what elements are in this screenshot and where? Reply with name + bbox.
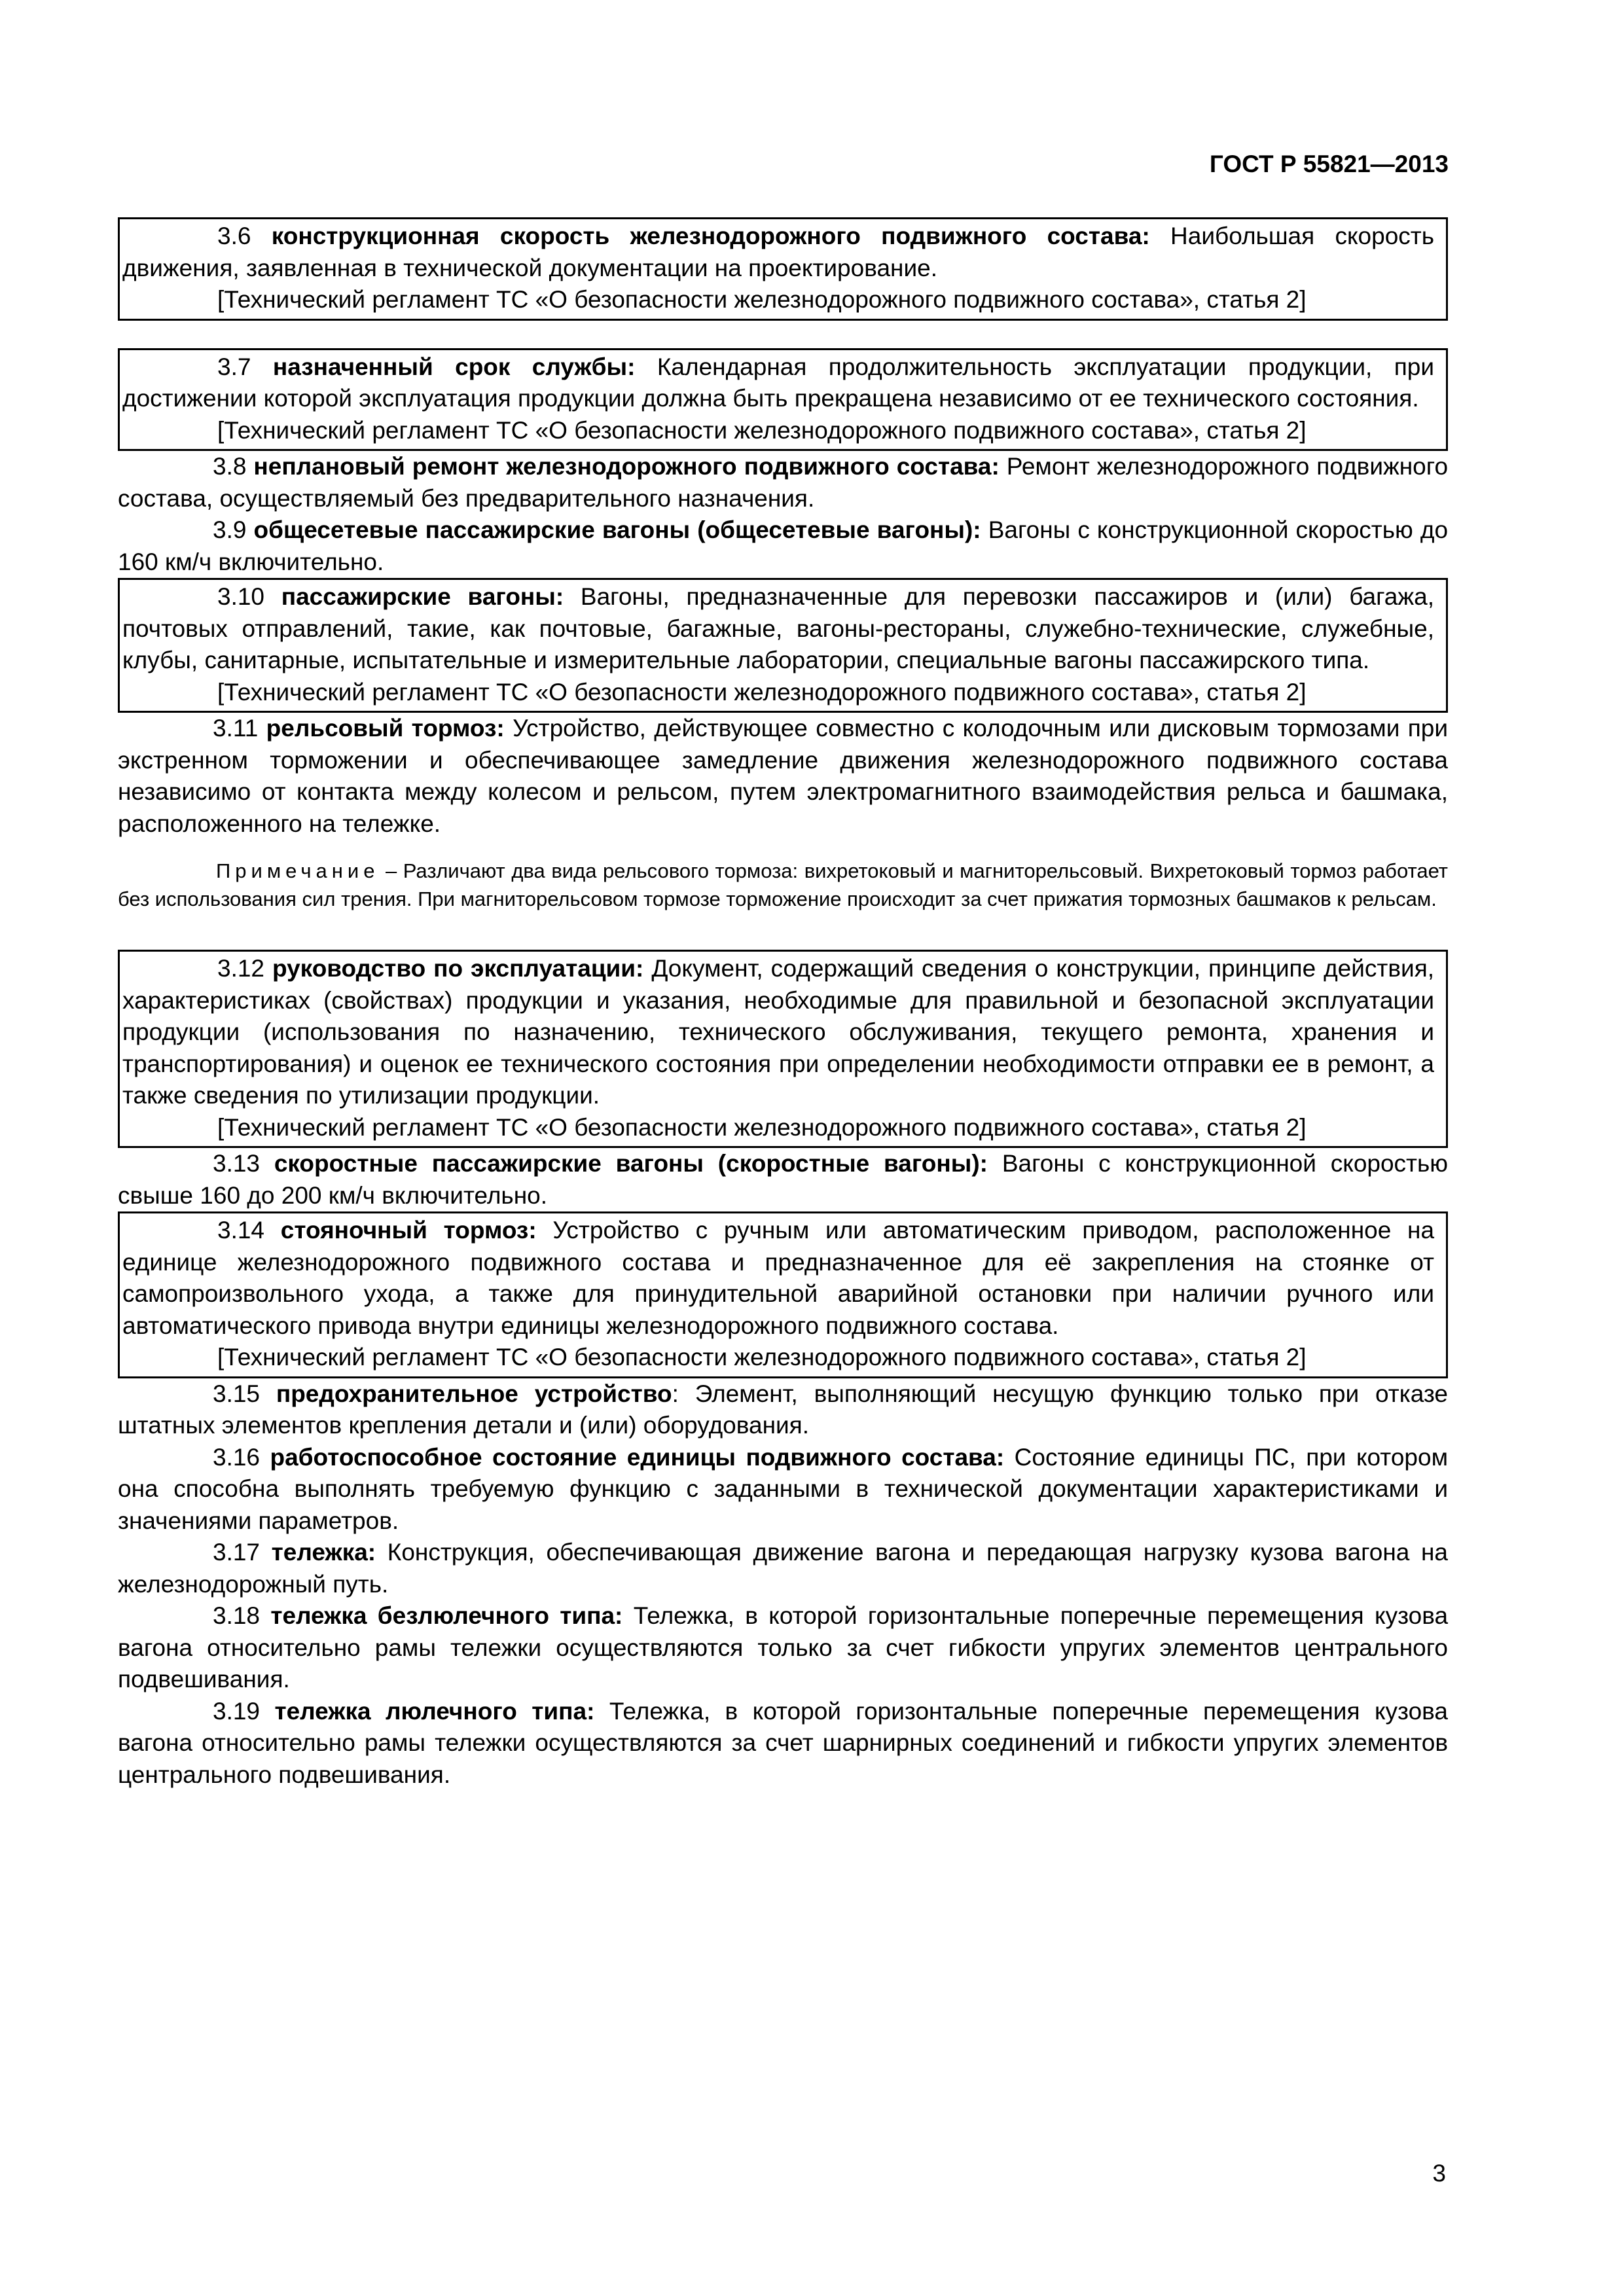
term-title: конструкционная скорость железнодорожного подвижного состава: — [271, 223, 1150, 249]
term-reference: [Технический регламент ТС «О безопасности железнодорожного подвижного состава», статья 2] — [217, 1344, 1307, 1371]
term-number: 3.12 — [217, 955, 265, 982]
term-entry-3-10 — [118, 578, 1448, 713]
term-paragraph — [122, 221, 1434, 284]
term-entry-3-6 — [118, 217, 1448, 321]
term-paragraph — [118, 1378, 1448, 1442]
page-number: 3 — [1432, 2160, 1446, 2187]
term-number: 3.10 — [217, 583, 265, 610]
term-number: 3.17 — [213, 1539, 261, 1566]
note-text: – Различают два вида рельсового тормоза: вихретоковый и магниторельсовый. Вихретоковый тормоз работает без использования сил трения. При магниторельсовом тормозе торможение происходит за счет прижатия тормозных башмаков к рельсам. — [118, 859, 1448, 910]
term-paragraph — [118, 1148, 1448, 1211]
terms-list — [118, 217, 1448, 1791]
term-number: 3.7 — [217, 353, 251, 380]
term-title: тележка люлечного типа: — [274, 1697, 595, 1725]
term-definition: Календарная продолжительность эксплуатации продукции, при достижении которой эксплуатация продукции должна быть прекращена независимо от ее технического состояния. — [122, 353, 1435, 412]
term-definition: Вагоны с конструкционной скоростью до 160 км/ч включительно. — [118, 516, 1449, 575]
term-entry-3-19 — [118, 1696, 1448, 1791]
term-title: предохранительное устройство — [276, 1380, 672, 1407]
term-title: руководство по эксплуатации: — [272, 955, 644, 982]
term-paragraph — [118, 1537, 1448, 1600]
term-title: работоспособное состояние единицы подвижного состава: — [270, 1443, 1005, 1471]
note-block — [118, 857, 1448, 913]
term-title: стояночный тормоз: — [280, 1217, 537, 1244]
term-reference: [Технический регламент ТС «О безопасности железнодорожного подвижного состава», статья 2] — [217, 678, 1307, 706]
term-reference: [Технический регламент ТС «О безопасности железнодорожного подвижного состава», статья 2] — [217, 286, 1307, 313]
note-paragraph — [118, 857, 1448, 913]
term-title: общесетевые пассажирские вагоны (общесетевые вагоны): — [253, 516, 981, 543]
term-reference: [Технический регламент ТС «О безопасности железнодорожного подвижного состава», статья 2] — [217, 416, 1307, 444]
term-title: назначенный срок службы: — [272, 353, 636, 380]
term-number: 3.14 — [217, 1217, 265, 1244]
term-entry-3-18 — [118, 1600, 1448, 1696]
term-title: скоростные пассажирские вагоны (скоростные вагоны): — [274, 1150, 988, 1177]
term-number: 3.16 — [213, 1443, 261, 1471]
term-number: 3.19 — [213, 1697, 261, 1725]
note-label: Примечание — [216, 859, 380, 882]
term-entry-3-7 — [118, 348, 1448, 452]
term-definition: Устройство, действующее совместно с колодочным или дисковым тормозами при экстренном торможении и обеспечивающее замедление движения железнодорожного подвижного состава независимо от контакта между колесом и рельсом, путем электромагнитного взаимодействия рельса и башмака, расположенного на тележке. — [118, 715, 1449, 837]
term-number: 3.13 — [213, 1150, 261, 1177]
term-definition: Тележка, в которой горизонтальные поперечные перемещения кузова вагона относительно рамы тележки осуществляются за счет шарнирных соединений и гибкости упругих элементов центрального подвешивания. — [118, 1697, 1448, 1788]
term-definition: Ремонт железнодорожного подвижного состава, осуществляемый без предварительного назначения. — [118, 453, 1449, 512]
term-entry-3-16 — [118, 1442, 1448, 1537]
term-number: 3.15 — [213, 1380, 261, 1407]
term-paragraph — [118, 1600, 1448, 1696]
term-paragraph — [118, 1696, 1448, 1791]
term-reference: [Технический регламент ТС «О безопасности железнодорожного подвижного состава», статья 2] — [217, 1113, 1307, 1141]
document-code: ГОСТ Р 55821—2013 — [1209, 151, 1449, 177]
term-paragraph — [122, 953, 1434, 1112]
term-definition: Наибольшая скорость движения, заявленная в технической документации на проектирование. — [122, 223, 1434, 281]
term-entry-3-14 — [118, 1211, 1448, 1378]
term-definition: Конструкция, обеспечивающая движение вагона и передающая нагрузку кузова вагона на железнодорожный путь. — [118, 1539, 1449, 1598]
term-definition: Состояние единицы ПС, при котором она способна выполнять требуемую функцию с заданными в технической документации характеристиками и значениями параметров. — [118, 1443, 1449, 1534]
term-paragraph — [122, 581, 1434, 677]
term-entry-3-9 — [118, 514, 1448, 578]
term-entry-3-15 — [118, 1378, 1448, 1442]
term-entry-3-11 — [118, 713, 1448, 840]
term-title: рельсовый тормоз: — [266, 715, 505, 742]
term-definition: Вагоны, предназначенные для перевозки пассажиров и (или) багажа, почтовых отправлений, такие, как почтовые, багажные, вагоны-рестораны, служебно-технические, служебные, клубы, санитарные, испытательные и измерительные лаборатории, специальные вагоны пассажирского типа. — [122, 583, 1434, 673]
term-title: тележка: — [271, 1539, 376, 1566]
term-definition: Тележка, в которой горизонтальные поперечные перемещения кузова вагона относительно рамы тележки осуществляются только за счет гибкости упругих элементов центрального подвешивания. — [118, 1602, 1449, 1693]
term-definition: Документ, содержащий сведения о конструкции, принципе действия, характеристиках (свойствах) продукции и указания, необходимые для правильной и безопасной эксплуатации продукции (использования по назначению, технического обслуживания, текущего ремонта, хранения и транспортирования) и оценок ее технического состояния при определении необходимости отправки ее в ремонт, а также сведения по утилизации продукции. — [122, 955, 1435, 1109]
term-definition: Вагоны с конструкционной скоростью свыше 160 до 200 км/ч включительно. — [118, 1150, 1449, 1209]
term-paragraph — [122, 1215, 1434, 1342]
term-title: неплановый ремонт железнодорожного подвижного состава: — [253, 453, 1000, 480]
term-title: тележка безлюлечного типа: — [270, 1602, 623, 1629]
term-paragraph — [118, 1442, 1448, 1537]
term-number: 3.8 — [213, 453, 247, 480]
term-number: 3.18 — [213, 1602, 261, 1629]
term-number: 3.9 — [213, 516, 247, 543]
term-paragraph — [118, 514, 1448, 578]
term-entry-3-8 — [118, 451, 1448, 514]
term-number: 3.11 — [213, 715, 259, 742]
term-definition: Устройство с ручным или автоматическим приводом, расположенное на единице железнодорожного подвижного состава и предназначенное для её закрепления на стоянке от самопроизвольного ухода, а также для принудительной аварийной остановки при наличии ручного или автоматического привода внутри единицы железнодорожного подвижного состава. — [122, 1217, 1435, 1339]
term-entry-3-17 — [118, 1537, 1448, 1600]
term-paragraph — [118, 713, 1448, 840]
term-paragraph — [122, 351, 1434, 415]
term-definition: : Элемент, выполняющий несущую функцию только при отказе штатных элементов крепления детали и (или) оборудования. — [118, 1380, 1448, 1439]
term-entry-3-13 — [118, 1148, 1448, 1211]
term-paragraph — [118, 451, 1448, 514]
term-entry-3-12 — [118, 950, 1448, 1148]
term-title: пассажирские вагоны: — [281, 583, 564, 610]
term-number: 3.6 — [217, 223, 251, 249]
